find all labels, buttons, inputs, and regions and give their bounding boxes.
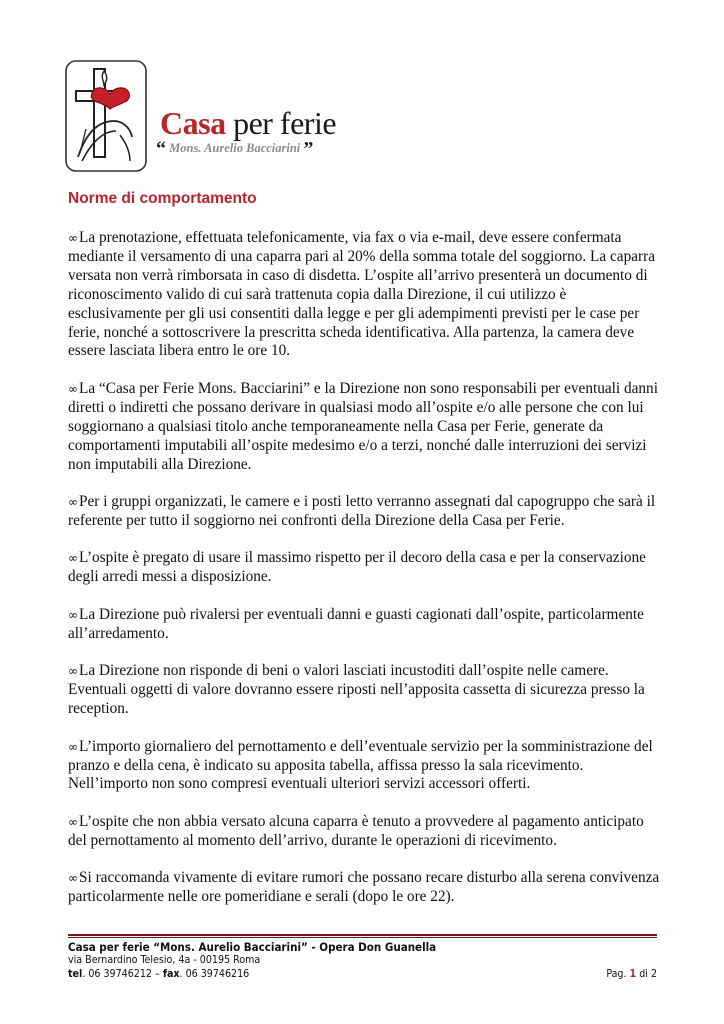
page-total: 2 (650, 967, 657, 980)
infinity-bullet-icon: ∞ (68, 739, 78, 754)
paragraph (68, 380, 660, 475)
paragraph-text: Si raccomanda vivamente di evitare rumori che possano recare disturbo alla serena convivenza particolarmente nelle ore pomeridiane e serali (dopo le ore 22). (68, 869, 660, 906)
footer-organization: Casa per ferie “Mons. Aurelio Bacciarini” - Opera Don Guanella (68, 940, 437, 954)
footer-divider (68, 934, 657, 936)
page-label: Pag. (606, 967, 630, 980)
footer-divider-thin (68, 937, 657, 938)
logo-subtitle-text: Mons. Aurelio Bacciarini (169, 141, 301, 155)
logo-quote-open: “ (156, 138, 166, 160)
paragraph (68, 662, 660, 719)
logo (60, 57, 337, 175)
paragraph-text: La prenotazione, effettuata telefonicamente, via fax o via e-mail, deve essere confermata mediante il versamento di una caparra pari al 20% della somma totale del soggiorno. La caparra versata non verrà rimborsata in caso di disdetta. L’ospite all’arrivo presenterà un documento di riconoscimento valido di cui sarà trattenuta copia dalla Direzione, il cui utilizzo è esclusivamente per gli usi consentiti dalla legge e per gli adempimenti previsti per le case per ferie, nonché a sottoscrivere la prescritta scheda identificativa. Alla partenza, la camera deve essere lasciata libera entro le ore 10. (68, 229, 655, 360)
infinity-bullet-icon: ∞ (68, 381, 78, 396)
footer-tel-value: . 06 39746212 – (82, 967, 163, 980)
infinity-bullet-icon: ∞ (68, 664, 78, 679)
logo-word-casa: Casa (160, 105, 226, 141)
infinity-bullet-icon: ∞ (68, 871, 78, 886)
page-current: 1 (629, 967, 637, 980)
paragraph-text: Per i gruppi organizzati, le camere e i posti letto verranno assegnati dal capogruppo che sarà il referente per tutto il soggiorno nei confronti della Direzione della Casa per Ferie. (68, 493, 656, 529)
paragraph-text: La Direzione non risponde di beni o valori lasciati incustoditi dall’ospite nelle camere. Eventuali oggetti di valore dovranno essere riposti nell’apposita cassetta di sicurezza presso la reception. (68, 662, 645, 718)
paragraph-text: L’ospite che non abbia versato alcuna caparra è tenuto a provvedere al pagamento anticipato del pernottamento al momento dell’arrivo, durante le operazioni di ricevimento. (68, 812, 644, 849)
footer-address: via Bernardino Telesio, 4a - 00195 Roma (68, 954, 261, 967)
document-title: Norme di comportamento (68, 190, 257, 207)
paragraph (68, 606, 660, 644)
infinity-bullet-icon: ∞ (68, 551, 78, 566)
paragraph-text: La “Casa per Ferie Mons. Bacciarini” e la Direzione non sono responsabili per eventuali danni diretti o indiretti che possano derivare in qualsiasi modo all’ospite e/o alle persone che con lui soggiornano a qualsiasi titolo anche temporaneamente nella Casa per Ferie, generate da comportamenti imputabili all’ospite medesimo e/o a terzi, nonché dalle interruzioni dei servizi non imputabili alla Direzione. (68, 379, 658, 473)
infinity-bullet-icon: ∞ (68, 231, 78, 245)
cross-heart-icon (60, 57, 160, 175)
page-separator: di (636, 967, 651, 980)
footer-fax-label: fax (162, 967, 180, 980)
paragraph (68, 738, 660, 795)
infinity-bullet-icon: ∞ (68, 814, 78, 829)
logo-word-per-ferie: per ferie (225, 105, 337, 141)
paragraph (68, 493, 660, 531)
footer-contacts (68, 968, 657, 981)
logo-wordmark (160, 105, 336, 142)
infinity-bullet-icon: ∞ (68, 495, 78, 510)
paragraph-text: La Direzione può rivalersi per eventuali danni e guasti cagionati dall’ospite, particolarmente all’arredamento. (68, 605, 644, 642)
page-footer (68, 941, 657, 981)
page-number (606, 968, 657, 981)
footer-tel-label: tel (68, 967, 83, 980)
paragraph (68, 549, 660, 587)
footer-fax-value: . 06 39746216 (179, 967, 250, 980)
logo-quote-close: ” (303, 138, 314, 160)
document-body (68, 229, 660, 926)
logo-subtitle (156, 138, 313, 161)
paragraph (68, 229, 660, 361)
paragraph (68, 813, 660, 851)
paragraph-text: L’importo giornaliero del pernottamento e dell’eventuale servizio per la somministrazione del pranzo e della cena, è indicato su apposita tabella, affissa presso la sala ricevimento. Nell’importo non sono compresi eventuali ulteriori servizi accessori offerti. (68, 737, 653, 793)
infinity-bullet-icon: ∞ (68, 607, 78, 622)
paragraph-text: L’ospite è pregato di usare il massimo rispetto per il decoro della casa e per la conservazione degli arredi messi a disposizione. (68, 549, 646, 586)
paragraph (68, 869, 660, 907)
